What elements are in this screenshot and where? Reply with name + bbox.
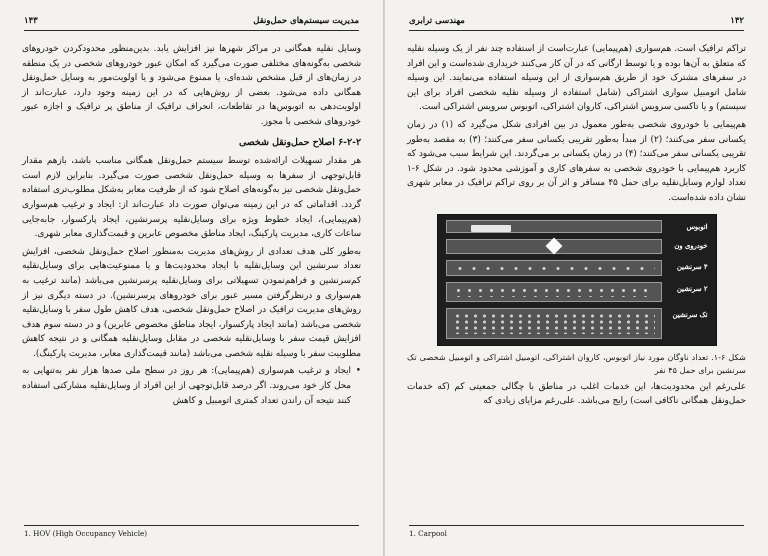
lane-van <box>442 237 712 256</box>
lane-label-van: خودروی ون <box>674 241 708 250</box>
right-paragraph-2: هم‌پیمایی با خودروی شخصی به‌طور معمول در بین افرادی شکل می‌گیرد که (۱) در زمان یکسانی سفر می‌کنند؛ (۲) از مبدأ به‌طور تقریبی یکسانی سفر می‌کنند؛ (۳) به مقصد به‌طور تقریبی یکسانی سفر می‌کنند؛ (۴) در زمان یکسانی بر می‌گردند. این شرایط سبب می‌شود که کاربرد هم‌پیمایی با خودروی شخصی به سفرهای کاری و آموزشی محدود شود. در شکل ۶-۱ تعداد لوازم وسایل‌نقلیه برای حمل ۴۵ مسافر و اثر آن بر روی تراکم ترافیک در معابر شهری نشان داده شده‌است. <box>407 119 747 203</box>
cars-icon <box>453 265 655 271</box>
right-page-body <box>407 42 746 412</box>
cars-icon <box>453 313 655 334</box>
bus-icon <box>471 225 511 232</box>
lane-two-occupant-box <box>446 282 662 302</box>
left-running-title: مدیریت سیستم‌های حمل‌ونقل <box>253 16 359 26</box>
cars-icon <box>453 287 655 297</box>
section-heading: ۶-۲-۲ اصلاح حمل‌ونقل شخصی <box>238 136 361 148</box>
right-paragraph-1: تراکم ترافیک است. هم‌سواری (هم‌پیمایی) عبارت‌است از استفاده چند نفر از یک وسیله نقلیه که متعلق به آن‌ها بوده و یا توسط ارگانی که در آن کار می‌کنند خریداری شده‌است و این افراد در سفرهای مشترک خود از طریق هم‌سواری از این وسیله استفاده می‌نمایند. این وسیله شامل اتومبیل سواری اشتراکی (شامل استفاده از وسیله نقلیه شخصی افراد برای این سیستم) و یا تاکسی سرویس اشتراکی، کاروان اشتراکی، اتوبوس سرویس اشتراکی است. <box>407 44 746 113</box>
lane-bus-box <box>446 220 662 233</box>
right-running-title: مهندسی ترابری <box>409 16 465 26</box>
left-paragraph-3: به‌طور کلی هدف تعدادی از روش‌های مدیریت به‌منظور اصلاح حمل‌ونقل شخصی، افزایش تعداد سرنشین این وسایل‌نقلیه با ایجاد محدودیت‌ها و یا ممنوعیت‌هایی برای وسایل‌نقلیه کم‌سرنشین و فراهم‌نمودن تسهیلاتی برای وسایل‌نقلیه پرسرنشین می‌باشد (مانند ترغیب به هم‌سواری و درنظرگرفتن مسیر عبور برای خودروهای پرسرنشین). در دسته دیگری نیز از روش‌های مدیریت ترافیک در اصلاح حمل‌ونقل شخصی، هدف کاهش طول سفر با وسایل‌نقلیه شخصی می‌باشد (مانند ایجاد پارکسوار، ایجاد مناطق مخصوص عابرین) و در دسته سوم هدف افزایش قیمت سفر با وسایل‌نقلیه شخصی در مقابل وسایل‌نقلیه همگانی و در نتیجه کاهش مطلوبیت سفر با وسیله نقلیه شخصی می‌باشد (مانند قیمت‌گذاری معابر، مدیریت پارکینگ). <box>22 246 361 359</box>
left-page-body <box>22 42 361 411</box>
right-paragraph-3: علی‌رغم این محدودیت‌ها، این خدمات اغلب در مناطق با چگالی جمعیتی کم (که خدمات حمل‌ونقل همگانی ناکافی است) رایج می‌باشد. علی‌رغم مزایای زیادی که <box>407 381 746 407</box>
figure-vehicle-comparison <box>437 214 717 346</box>
lane-bus <box>442 218 712 235</box>
right-footnote: 1. Carpool <box>409 525 744 538</box>
lane-two-occupant <box>442 280 712 304</box>
lane-label-four-occupant: ۴ سرنشین <box>676 262 708 271</box>
left-paragraph-2: هر مقدار تسهیلات ارائه‌شده توسط سیستم حمل‌ونقل همگانی مناسب باشد، بازهم مقدار قابل‌توجهی از سفرها به وسیله حمل‌ونقل شخصی صورت می‌گیرد. بنابراین لازم است حمل‌ونقل شخصی نیز به‌گونه‌های اصلاح شود که از ظرفیت معابر به‌شکل مطلوب‌تری استفاده گردد. اقداماتی که در این زمینه می‌توان صورت داد عبارت‌اند از: ایجاد و ترغیب هم‌سواری (هم‌پیمایی)، ایجاد خطوط ویژه برای وسایل‌نقلیه پرسرنشین، ایجاد پارکسوار، جابه‌جایی ساعات کاری، مدیریت پارکینگ، ایجاد مناطق مخصوص عابرین و قیمت‌گذاری معابر شهری. <box>22 156 361 240</box>
lane-single-occupant-box <box>446 308 662 339</box>
lane-label-two-occupant: ۲ سرنشین <box>676 284 708 293</box>
lane-four-occupant <box>442 258 712 278</box>
figure-caption: شکل ۶-۱. تعداد ناوگان مورد نیاز اتوبوس، کاروان اشتراکی، اتومبیل اشتراکی و اتومبیل شخصی تک سرنشین برای حمل ۴۵ نفر <box>407 351 746 375</box>
right-page <box>384 0 768 556</box>
bullet-item-carpool: • ایجاد و ترغیب هم‌سواری (هم‌پیمایی): هر روز در سطح ملی صدها هزار نفر به‌تنهایی به محل کار خود می‌روند. اگر درصد قابل‌توجهی از این افراد از وسایل‌نقلیه مشارکتی استفاده کنند نتیجه آن راندن تعداد کمتری اتومبیل و کاهش <box>22 364 361 408</box>
left-footnote: 1. HOV (High Occupancy Vehicle) <box>24 525 359 538</box>
lane-label-bus: اتوبوس <box>686 222 708 231</box>
lane-label-single-occupant: تک سرنشین <box>672 310 708 319</box>
left-page-number: ۱۴۳ <box>24 16 38 26</box>
left-running-header <box>24 12 359 31</box>
diamond-marker-icon <box>545 238 562 255</box>
right-page-number: ۱۴۲ <box>730 16 744 26</box>
left-paragraph-1: وسایل نقلیه همگانی در مراکز شهرها نیز افزایش یابد. بدین‌منظور محدودکردن خودروهای شخصی به‌گونه‌های مختلفی صورت می‌گیرد که امکان عبور خودروهای شخصی در یک منطقه در زمان‌های از قبل مشخص شده‌ای، یا ممنوع می‌شود و یا اولویت‌مور به وسایل حمل‌ونقل همگانی داده می‌شود. بعضی از روش‌هایی که در این زمینه وجود دارد، عبارت‌اند از اولویت‌دهی به اتوبوس‌ها در تقاطعات، انحراف ترافیک از مناطق پر ترافیک و اجازه عبور خودروهای شخصی با مجوز. <box>22 44 361 127</box>
lane-four-occupant-box <box>446 260 662 276</box>
right-running-header <box>409 12 744 31</box>
lane-single-occupant <box>442 306 712 341</box>
lane-van-box <box>446 239 662 254</box>
